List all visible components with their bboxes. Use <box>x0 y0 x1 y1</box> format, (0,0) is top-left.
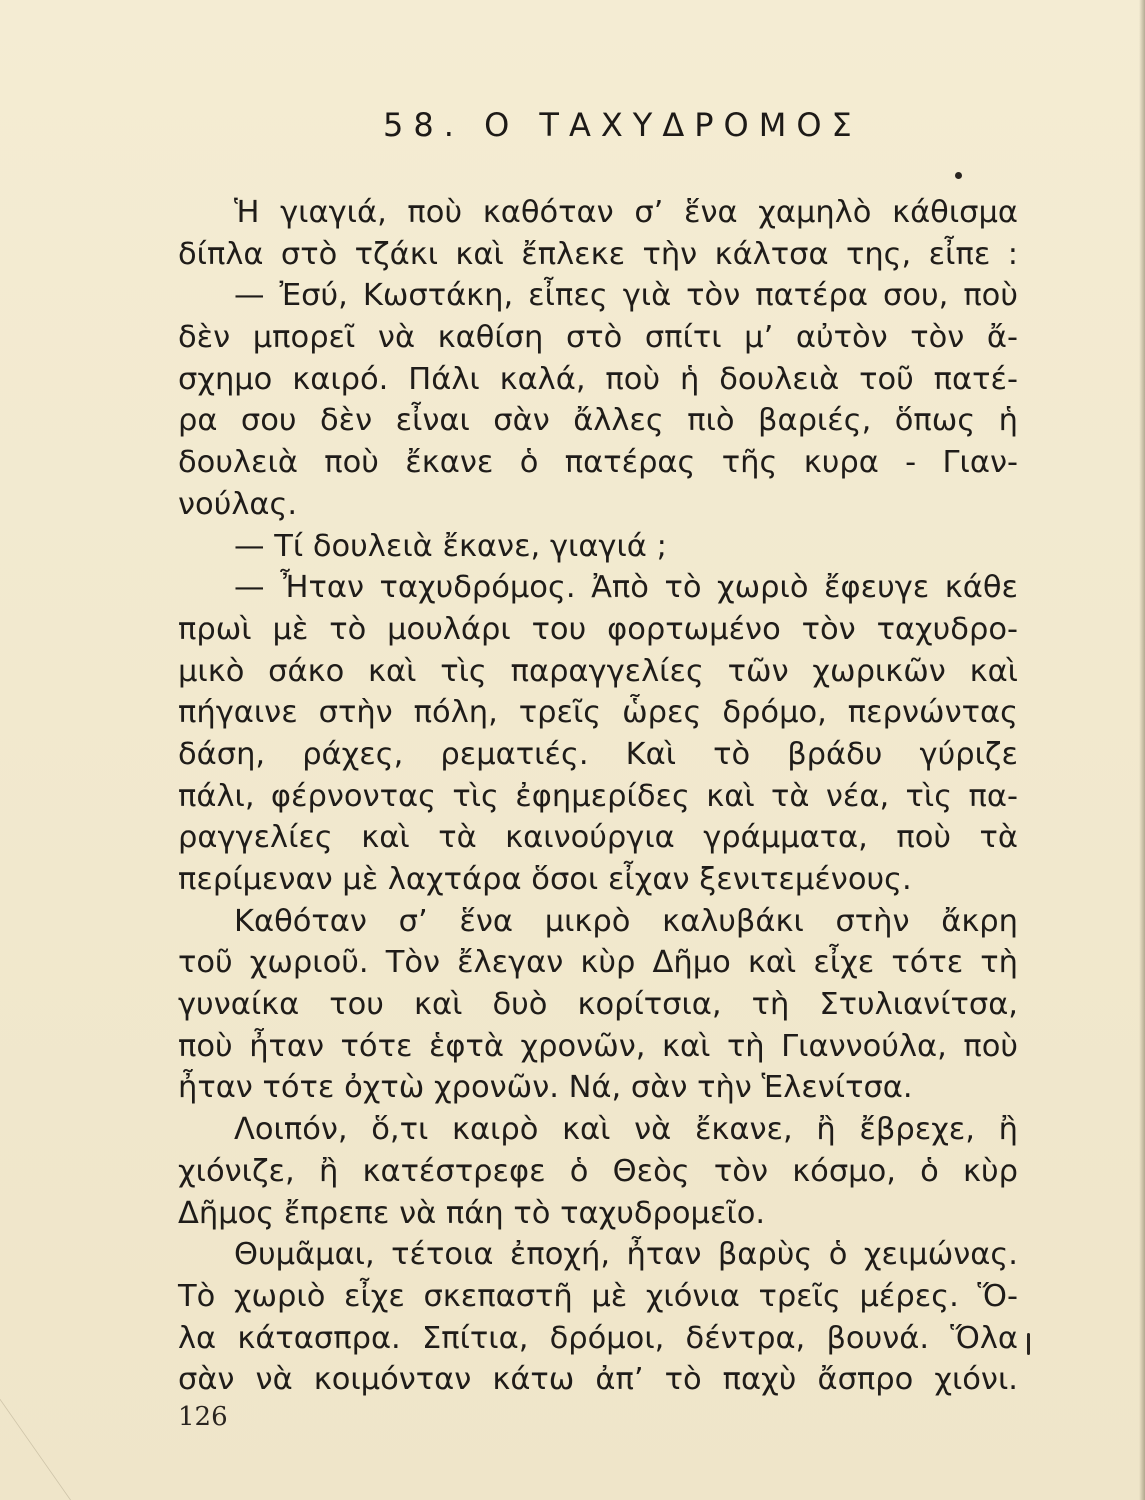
text-line: Ἡ γιαγιά, ποὺ καθόταν σ’ ἕνα χαμηλὸ κάθισμα <box>234 195 1018 230</box>
text-line: — Ἐσύ, Κωστάκη, εἶπες γιὰ τὸν πατέρα σου, ποὺ <box>234 278 1018 314</box>
page-fold-mark <box>0 1350 71 1500</box>
text-line: τοῦ χωριοῦ. Τὸν ἔλεγαν κὺρ Δῆμο καὶ εἶχε τότε τὴ <box>178 945 1018 981</box>
text-line: ἦταν τότε ὀχτὼ χρονῶν. Νά, σὰν τὴν Ἑλενίτσα. <box>178 1070 913 1106</box>
text-line: περίμεναν μὲ λαχτάρα ὅσοι εἶχαν ξενιτεμένους. <box>178 862 912 897</box>
ink-spot <box>955 172 962 179</box>
text-line: πάλι, φέρνοντας τὶς ἐφημερίδες καὶ τὰ νέα, τὶς πα- <box>178 778 1018 814</box>
text-line: μικὸ σάκο καὶ τὶς παραγγελίες τῶν χωρικῶν καὶ <box>178 653 1018 689</box>
text-line: — Τί δουλειὰ ἔκανε, γιαγιά ; <box>234 528 667 564</box>
text-line: ρα σου δὲν εἶναι σὰν ἄλλες πιὸ βαριές, ὅπως ἡ <box>178 403 1018 439</box>
text-line: Θυμᾶμαι, τέτοια ἐποχή, ἦταν βαρὺς ὁ χειμώνας. <box>234 1237 1018 1273</box>
text-line: δουλειὰ ποὺ ἔκανε ὁ πατέρας τῆς κυρα - Γιαν- <box>178 445 1018 481</box>
text-line: σὰν νὰ κοιμόνταν κάτω ἀπ’ τὸ παχὺ ἄσπρο χιόνι. <box>178 1362 1018 1398</box>
text-line: — Ἦταν ταχυδρόμος. Ἀπὸ τὸ χωριὸ ἔφευγε κάθε <box>234 570 1018 606</box>
text-line: ραγγελίες καὶ τὰ καινούργια γράμματα, ποὺ τὰ <box>178 820 1018 856</box>
text-line: Λοιπόν, ὅ,τι καιρὸ καὶ νὰ ἔκανε, ἢ ἔβρεχε, ἢ <box>234 1112 1018 1148</box>
text-line: πρωὶ μὲ τὸ μουλάρι του φορτωμένο τὸν ταχυδρο- <box>178 611 1018 647</box>
text-line: δίπλα στὸ τζάκι καὶ ἔπλεκε τὴν κάλτσα της, εἶπε : <box>178 236 1018 272</box>
text-line: νούλας. <box>178 486 298 522</box>
body-text <box>178 192 1018 1401</box>
text-line: Τὸ χωριὸ εἶχε σκεπαστῆ μὲ χιόνια τρεῖς μέρες. Ὅ- <box>178 1278 1018 1314</box>
ink-spot <box>1027 1333 1030 1355</box>
text-line: Καθόταν σ’ ἕνα μικρὸ καλυβάκι στὴν ἄκρη <box>234 903 1018 939</box>
text-line: λα κάτασπρα. Σπίτια, δρόμοι, δέντρα, βουνά. Ὅλα <box>178 1320 1018 1356</box>
text-line: σχημο καιρό. Πάλι καλά, ποὺ ἡ δουλειὰ τοῦ πατέ- <box>178 361 1018 397</box>
text-line: ποὺ ἦταν τότε ἑφτὰ χρονῶν, καὶ τὴ Γιαννούλα, ποὺ <box>178 1028 1018 1064</box>
chapter-title: 58. Ο ΤΑΧΥΔΡΟΜΟΣ <box>383 106 862 144</box>
text-line: δὲν μπορεῖ νὰ καθίση στὸ σπίτι μ’ αὐτὸν τὸν ἄ- <box>178 320 1018 356</box>
text-line: δάση, ράχες, ρεματιές. Καὶ τὸ βράδυ γύριζε <box>178 736 1018 772</box>
page-number: 126 <box>178 1402 228 1432</box>
text-line: γυναίκα του καὶ δυὸ κορίτσια, τὴ Στυλιανίτσα, <box>178 987 1018 1023</box>
text-line: πήγαινε στὴν πόλη, τρεῖς ὧρες δρόμο, περνώντας <box>178 695 1018 731</box>
text-line: χιόνιζε, ἢ κατέστρεφε ὁ Θεὸς τὸν κόσμο, ὁ κὺρ <box>178 1153 1018 1189</box>
text-line: Δῆμος ἔπρεπε νὰ πάη τὸ ταχυδρομεῖο. <box>178 1195 766 1231</box>
page-edge-shadow <box>1139 0 1145 1500</box>
